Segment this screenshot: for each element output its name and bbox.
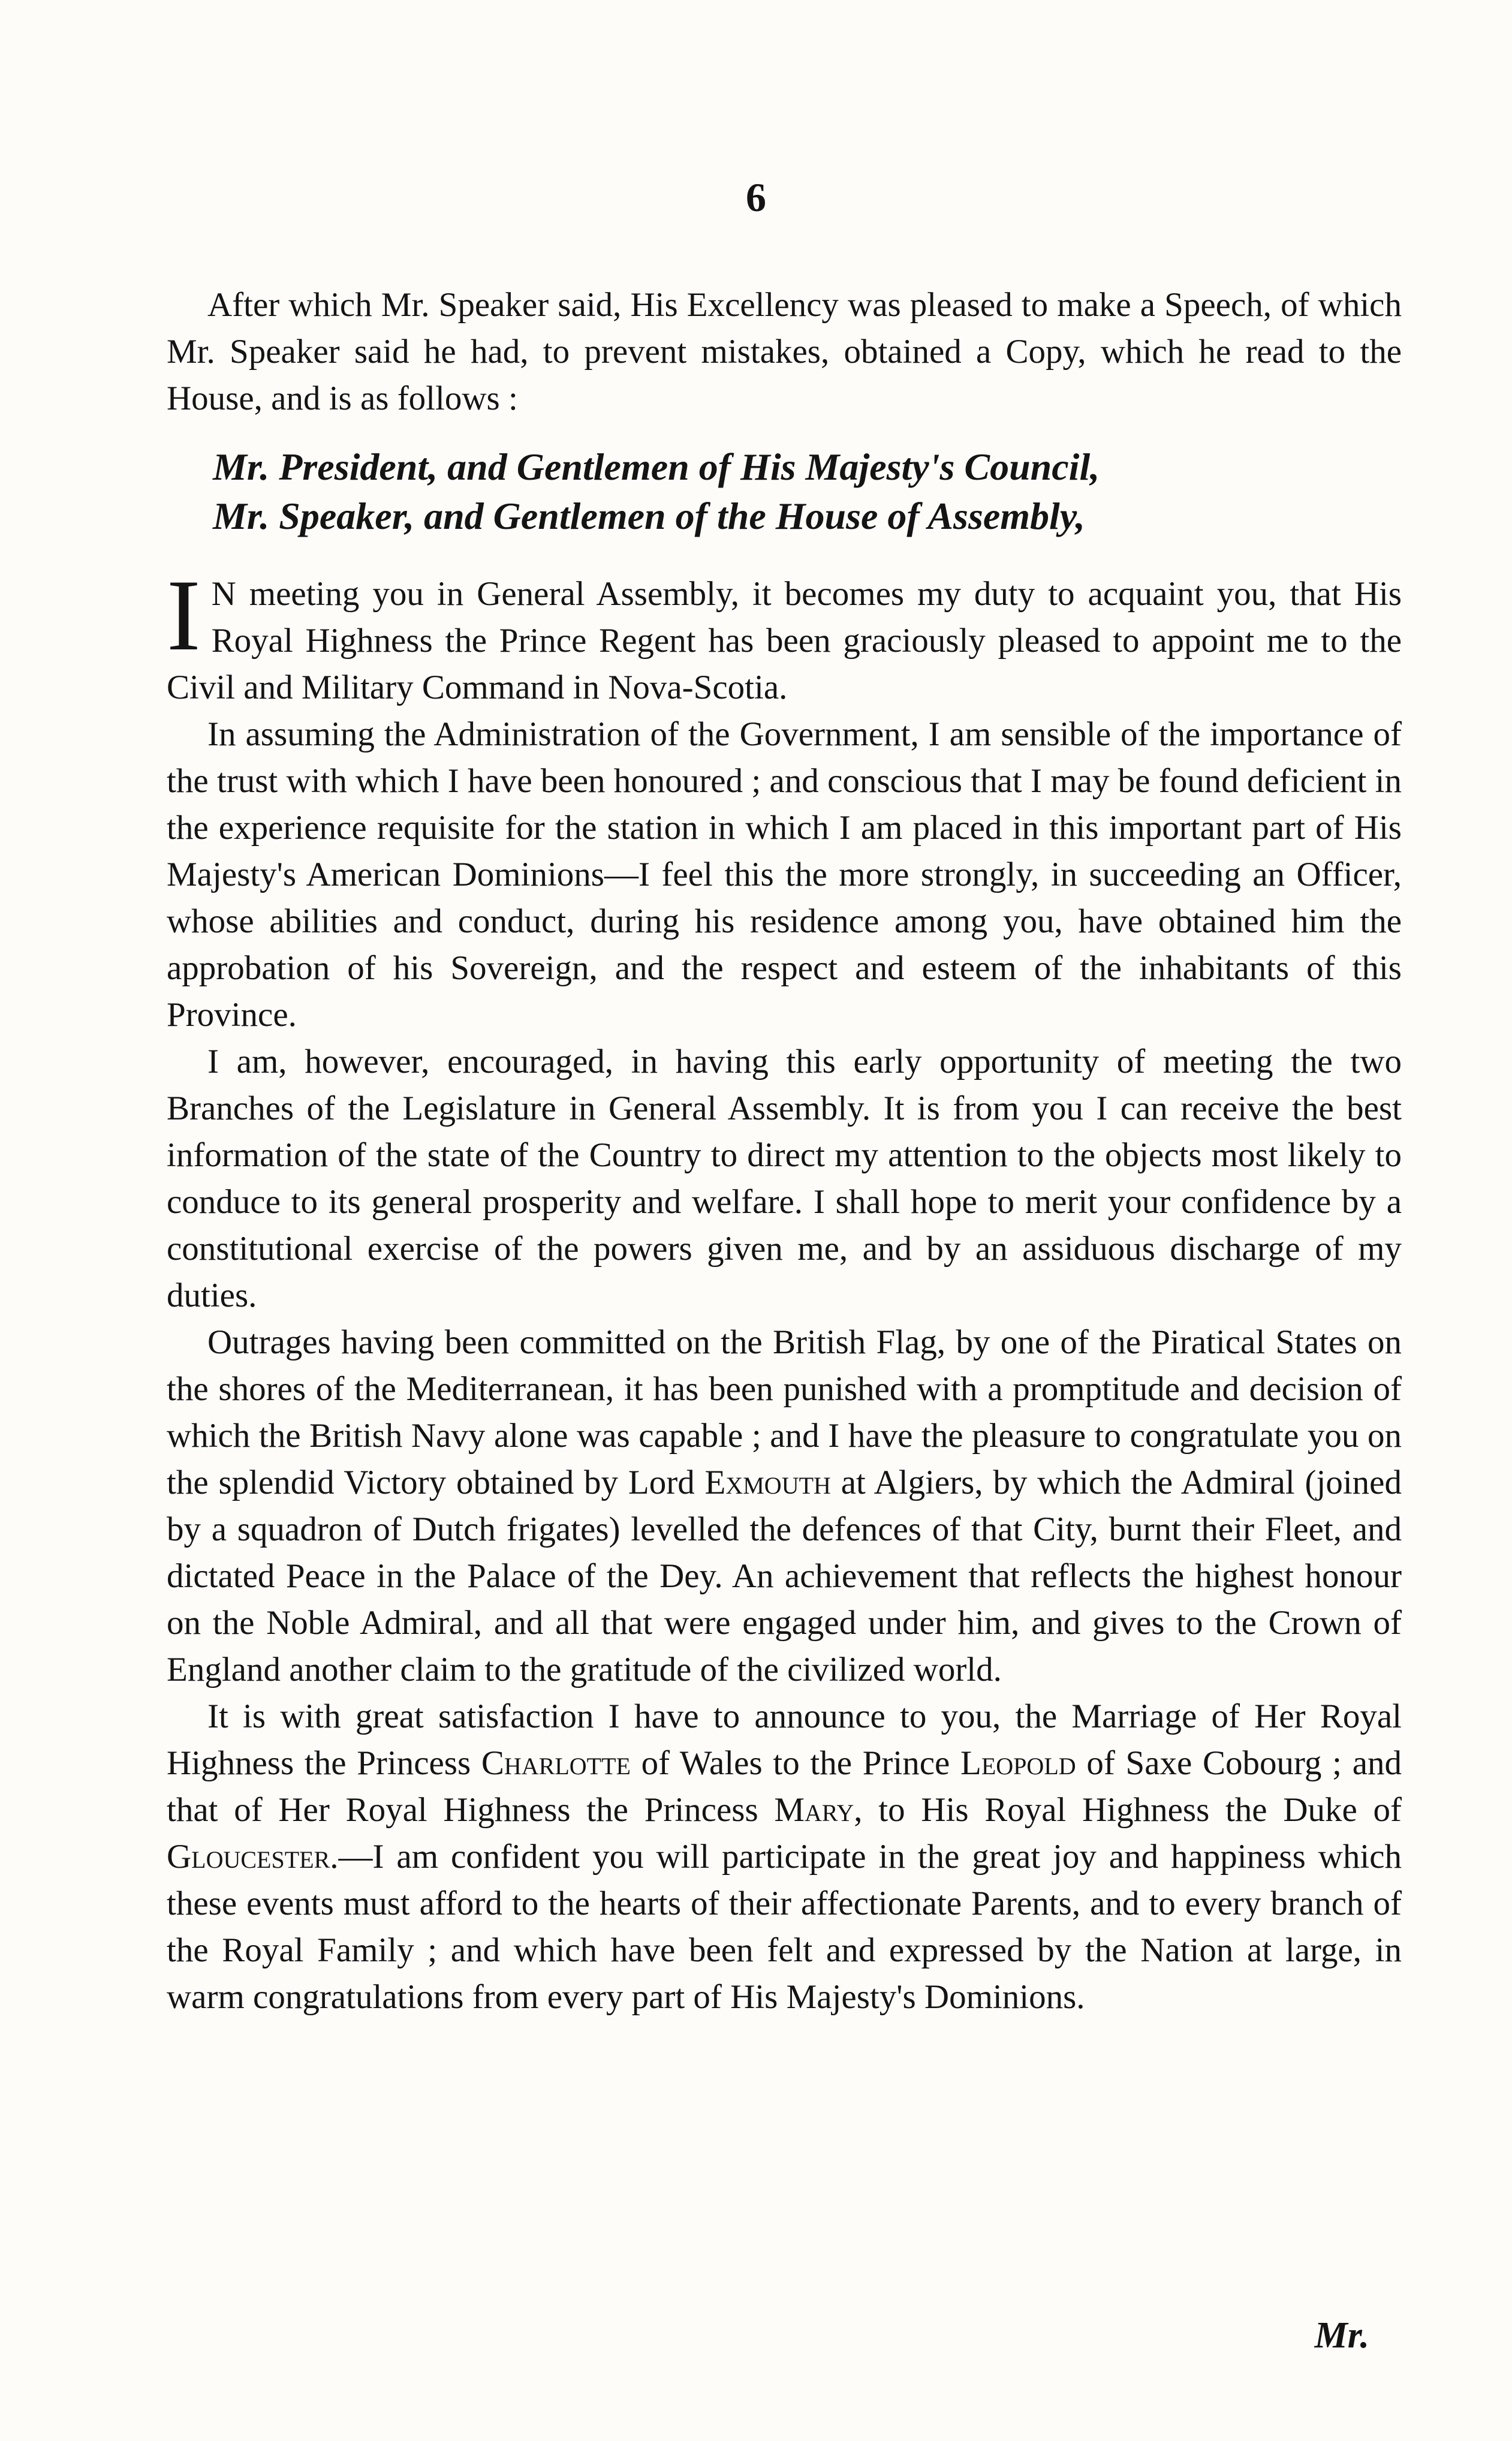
paragraph-marriage	[167, 1693, 1402, 2021]
name-gloucester: Gloucester	[167, 1838, 330, 1876]
paragraph-marriage-text-3: of Saxe Cobourg ; and that of Her Royal Highness the Princess	[167, 1744, 1402, 1829]
paragraph-appointment	[167, 559, 1402, 711]
name-mary: Mary	[774, 1791, 854, 1829]
drop-cap-letter: I	[167, 559, 201, 672]
paragraph-marriage-text-5: .—I am confident you will participate in the great joy and happiness which these events must afford to the hearts of their affectionate Parents, and to every branch of the Royal Family ; and which have been felt and expressed by the Nation at large, in warm congratulations from every part of His Majesty's Dominions.	[167, 1838, 1402, 2016]
intro-text	[167, 282, 1402, 422]
paragraph-administration: In assuming the Administration of the Government, I am sensible of the importance of the trust with which I have been honoured ; and conscious that I may be found deficient in the experience requisite for the station in which I am placed in this important part of His Majesty's American Dominions—I feel this the more strongly, in succeeding an Officer, whose abilities and conduct, during his residence among you, have obtained him the approbation of his Sovereign, and the respect and esteem of the inhabitants of this Province.	[167, 715, 1402, 1034]
paragraph-marriage-text-4: , to His Royal Highness the Duke of	[854, 1791, 1402, 1829]
speech-address	[213, 443, 1400, 541]
paragraph-algiers	[167, 1319, 1402, 1693]
paragraph-algiers-text-2: at Algiers, by which the Admiral (joined by a squadron of Dutch frigates) levelled the defences of that City, burnt their Fleet, and dictated Peace in the Palace of the Dey. An achievement that reflects the highest honour on the Noble Admiral, and all that were engaged under him, and gives to the Crown of England another claim to the gratitude of the civilized world.	[167, 1464, 1402, 1688]
paragraph-appointment-text: N meeting you in General Assembly, it becomes my duty to acquaint you, that His Royal Highness the Prince Regent has been graciously pleased to appoint me to the Civil and Military Command in Nova-Scotia.	[167, 575, 1402, 706]
paragraph-legislature: I am, however, encouraged, in having this early opportunity of meeting the two Branches of the Legislature in General Assembly. It is from you I can receive the best information of the state of the Country to direct my attention to the objects most likely to conduce to its general prosperity and welfare. I shall hope to merit your confidence by a constitutional exercise of the powers given me, and by an assiduous discharge of my duties.	[167, 1043, 1402, 1314]
name-charlotte: Charlotte	[481, 1744, 631, 1782]
speech-body	[167, 559, 1402, 2021]
intro-paragraph: After which Mr. Speaker said, His Excellency was pleased to make a Speech, of which Mr. Speaker said he had, to prevent mistakes, obtained a Copy, which he read to the House, and is as follows :	[167, 286, 1402, 417]
page-number: 6	[746, 174, 766, 220]
address-line-council: Mr. President, and Gentlemen of His Majesty's Council,	[213, 446, 1100, 488]
paragraph-marriage-text-1: It is with great satisfaction I have to announce to you, the Marriage of Her Royal Highness the Princess	[167, 1697, 1402, 1782]
paragraph-algiers-text-1: Outrages having been committed on the British Flag, by one of the Piratical States on the shores of the Mediterranean, it has been punished with a promptitude and decision of which the British Navy alone was capable ; and I have the pleasure to congratulate you on the splendid Victory obtained by Lord	[167, 1323, 1402, 1501]
name-leopold: Leopold	[960, 1744, 1076, 1782]
paragraph-marriage-text-2: of Wales to the Prince	[630, 1744, 961, 1782]
catchword: Mr.	[1314, 2315, 1369, 2356]
name-exmouth: Exmouth	[704, 1464, 831, 1501]
address-line-assembly: Mr. Speaker, and Gentlemen of the House of Assembly,	[213, 495, 1085, 537]
